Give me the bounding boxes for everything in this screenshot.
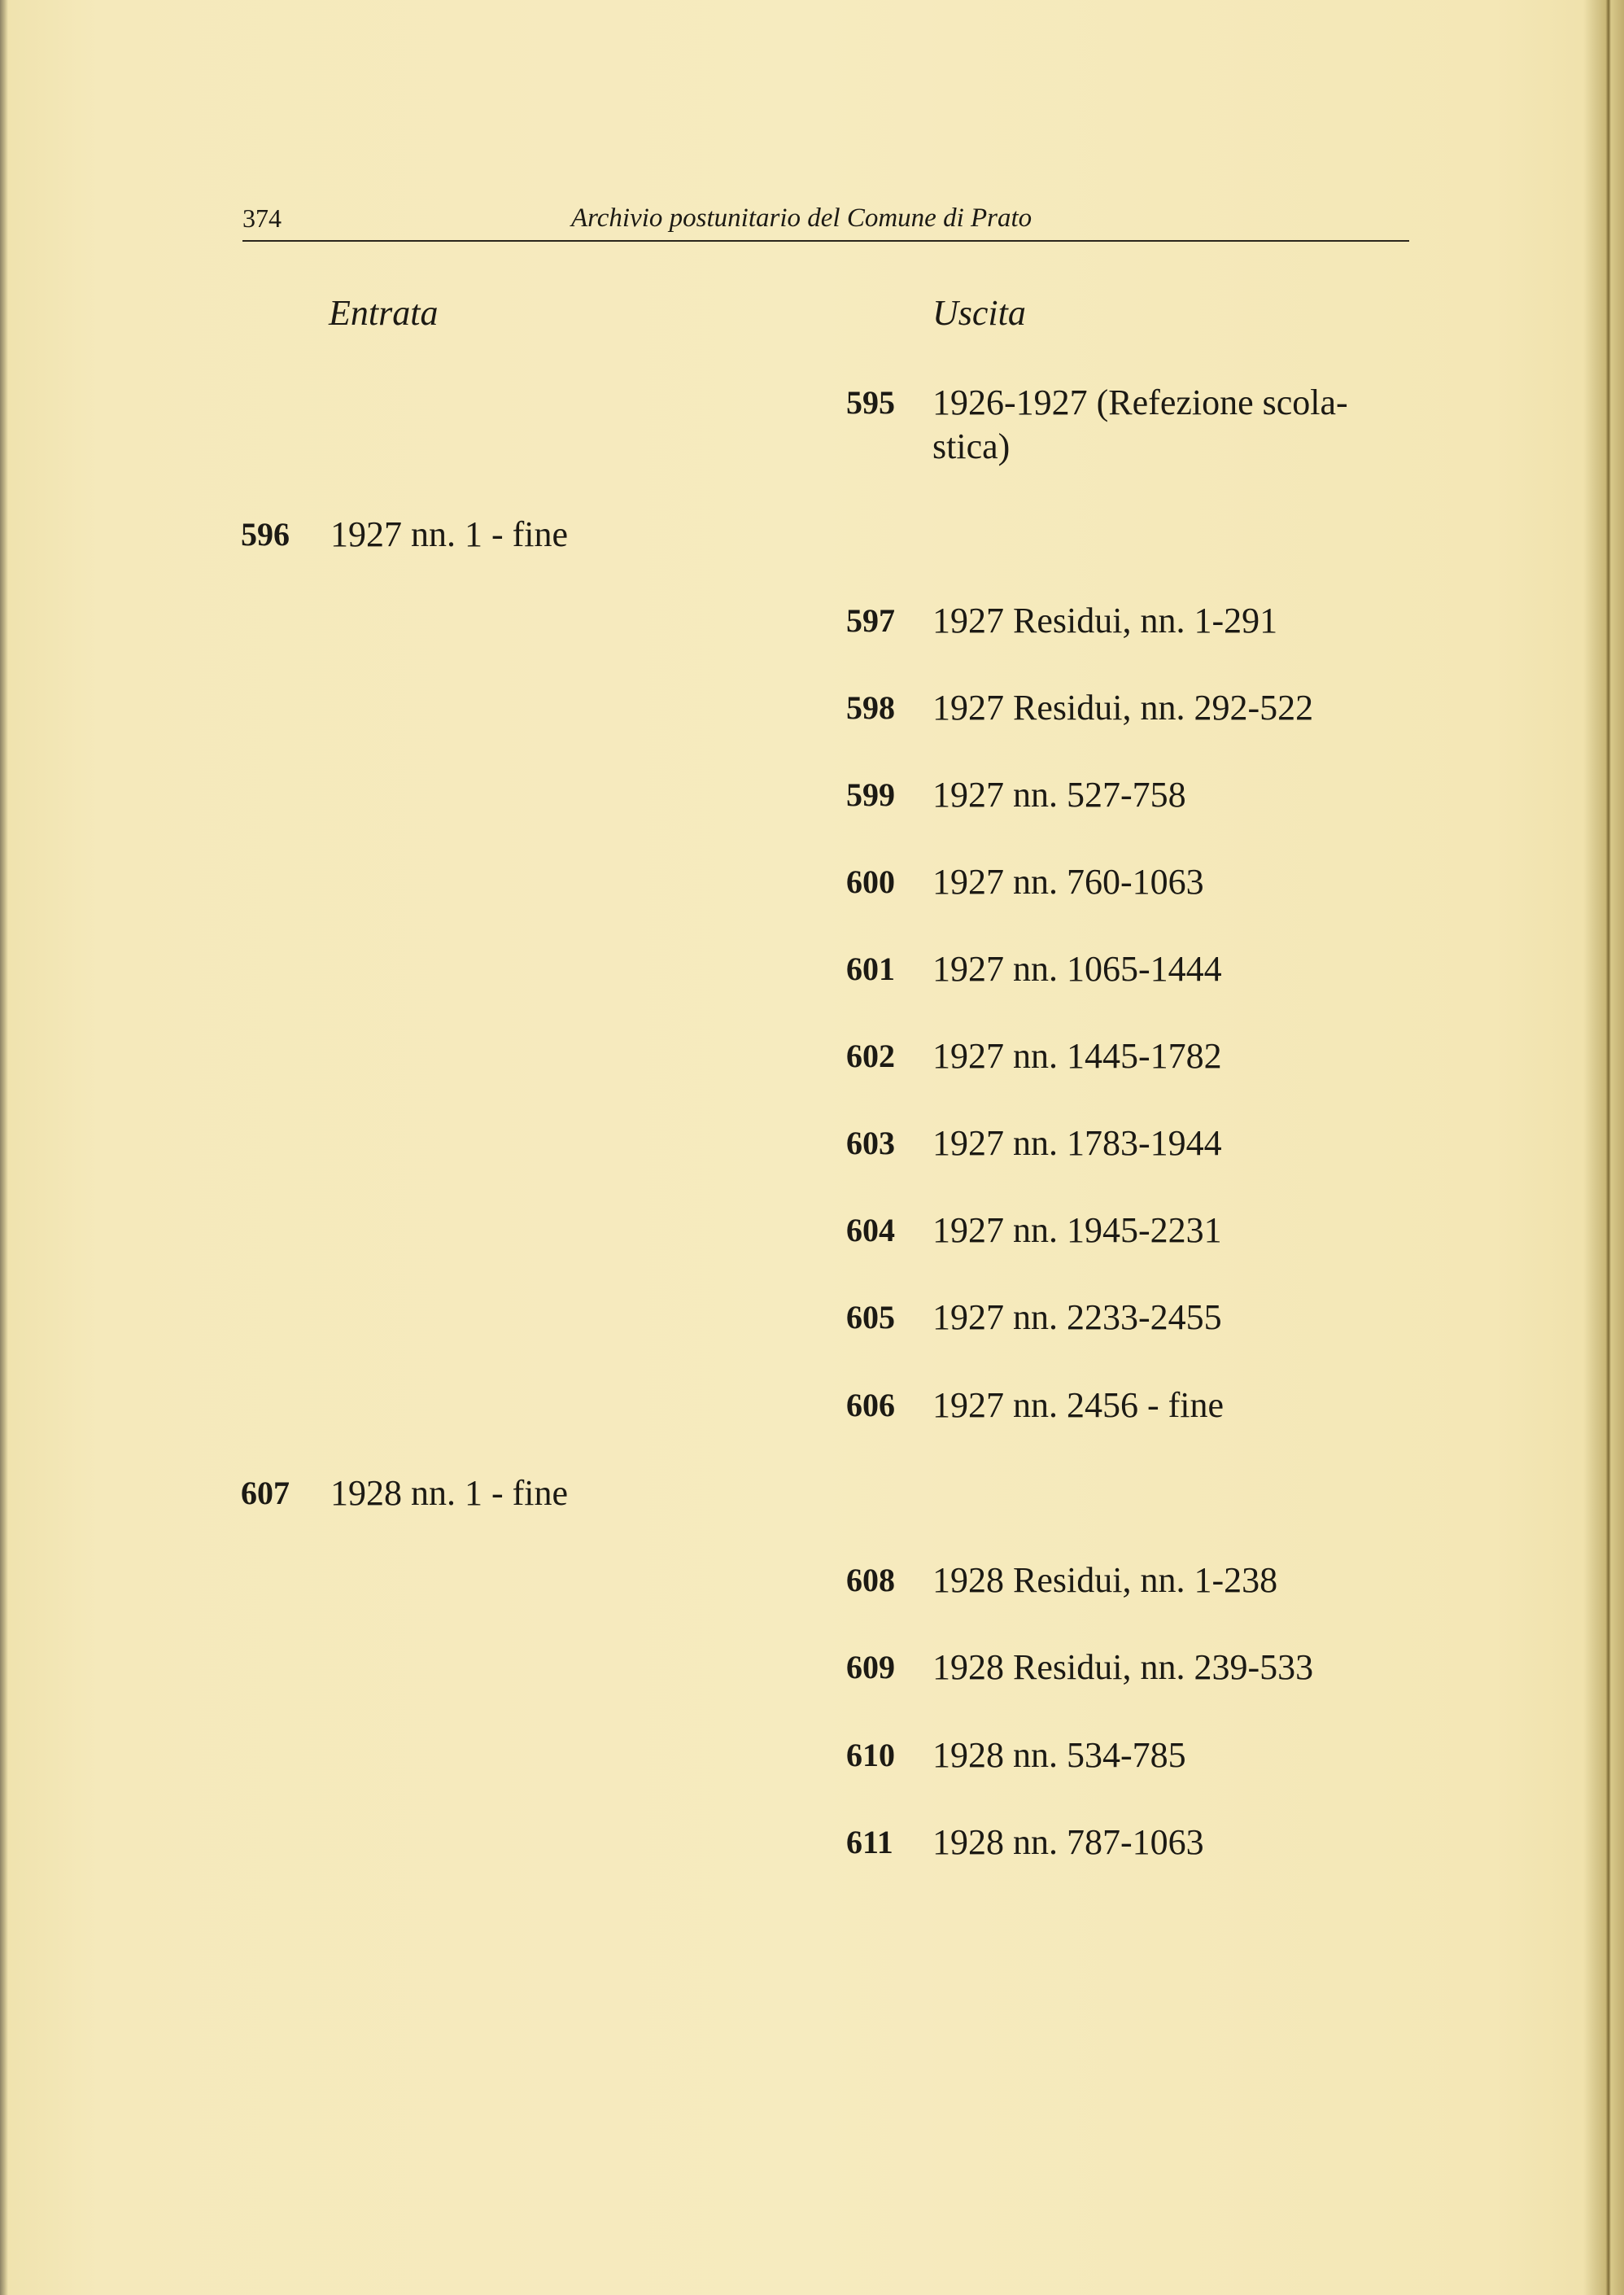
entry-number: 606 xyxy=(846,1387,895,1423)
entry-number: 611 xyxy=(846,1824,893,1860)
entry-text: 1927 nn. 527-758 xyxy=(932,775,1186,815)
entry-text: 1928 Residui, nn. 239-533 xyxy=(932,1647,1314,1687)
entry-number: 607 xyxy=(241,1475,290,1511)
entrata-heading: Entrata xyxy=(329,293,439,333)
entry-text: 1927 nn. 2456 - fine xyxy=(932,1385,1225,1425)
entry-text: 1927 nn. 1445-1782 xyxy=(932,1036,1222,1076)
entry-text: 1927 nn. 1945-2231 xyxy=(932,1210,1222,1250)
entry-text: 1928 nn. 1 - fine xyxy=(330,1473,569,1513)
entry-text xyxy=(932,381,1412,469)
entry-text: 1927 Residui, nn. 292-522 xyxy=(932,688,1314,728)
entry-number: 609 xyxy=(846,1649,895,1685)
entry-number: 597 xyxy=(846,602,895,639)
uscita-heading: Uscita xyxy=(932,293,1026,333)
entry-number: 596 xyxy=(241,516,290,553)
entry-number: 595 xyxy=(846,384,895,421)
entry-number: 599 xyxy=(846,776,895,813)
entry-text: 1928 nn. 787-1063 xyxy=(932,1822,1204,1862)
entry-text: 1928 Residui, nn. 1-238 xyxy=(932,1560,1278,1600)
entry-number: 608 xyxy=(846,1562,895,1598)
header-rule xyxy=(242,240,1409,242)
page-number: 374 xyxy=(242,203,282,233)
entry-number: 598 xyxy=(846,689,895,726)
entry-text-line-1: 1926-1927 (Refezione scola- xyxy=(932,382,1348,422)
entry-number: 602 xyxy=(846,1038,895,1074)
entry-number: 610 xyxy=(846,1737,895,1773)
entry-text-line-2: stica) xyxy=(932,426,1011,466)
running-head xyxy=(242,202,1408,239)
running-title: Archivio postunitario del Comune di Prato xyxy=(571,203,1032,233)
entry-text: 1927 Residui, nn. 1-291 xyxy=(932,601,1278,640)
entry-text: 1927 nn. 1065-1444 xyxy=(932,949,1222,989)
entry-text: 1927 nn. 1783-1944 xyxy=(932,1123,1222,1163)
entry-number: 601 xyxy=(846,951,895,987)
entry-number: 604 xyxy=(846,1212,895,1248)
page-left-edge xyxy=(0,0,8,2295)
entry-text: 1927 nn. 2233-2455 xyxy=(932,1297,1222,1337)
entry-text: 1928 nn. 534-785 xyxy=(932,1735,1186,1775)
entry-number: 605 xyxy=(846,1299,895,1335)
entry-number: 600 xyxy=(846,863,895,900)
entry-text: 1927 nn. 760-1063 xyxy=(932,862,1204,902)
entry-text: 1927 nn. 1 - fine xyxy=(330,514,569,554)
page-right-edge xyxy=(1583,0,1624,2295)
entry-number: 603 xyxy=(846,1125,895,1161)
